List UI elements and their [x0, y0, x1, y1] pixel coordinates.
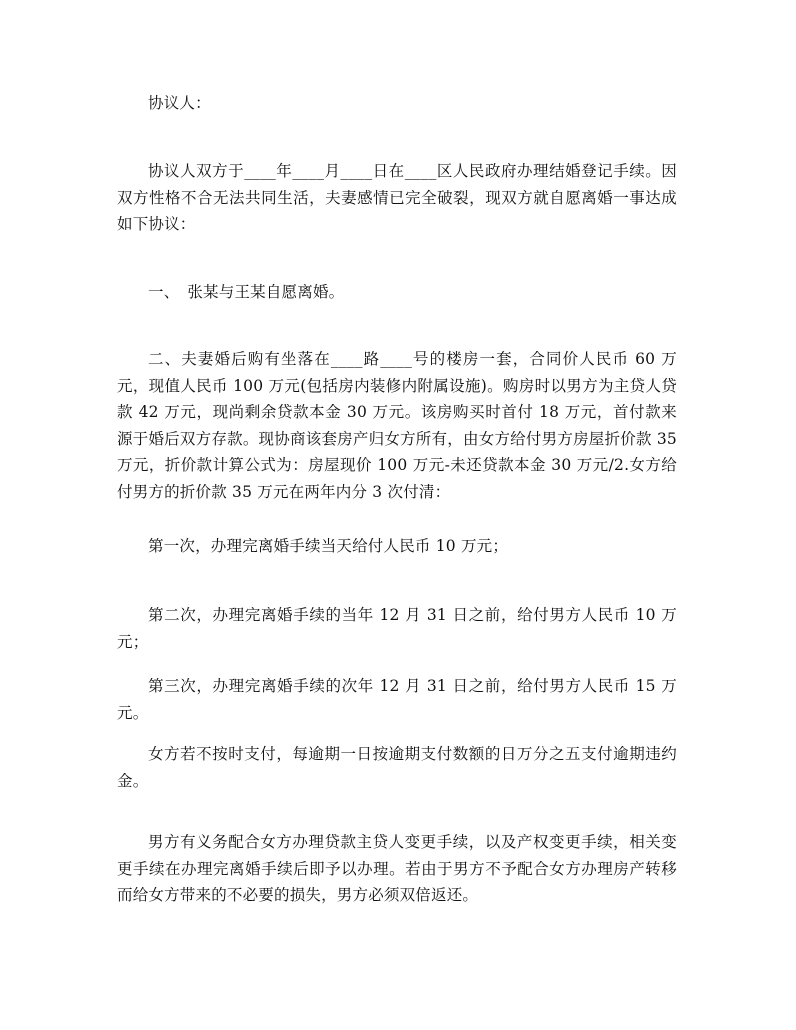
clause-2-paragraph: 二、夫妻婚后购有坐落在____路____号的楼房一套，合同价人民币 60 万元，现值人民币 100 万元(包括房内装修内附属设施)。购房时以男方为主贷人贷款 42 万元，现尚剩余贷款本金 30 万元。该房购买时首付 18 万元，首付款来源于婚后双方存款。现协商该套房产归女方所有，由女方给付男方房屋折价款 35 万元，折价款计算公式为：房屋现价 100 万元-未还贷款本金 30 万元/2.女方给付男方的折价款 35 万元在两年内分 3 次付清：: [117, 350, 677, 501]
transfer-obligation-paragraph: 男方有义务配合女方办理贷款主贷人变更手续，以及产权变更手续，相关变更手续在办理完离婚手续后即予以办理。若由于男方不予配合女方办理房产转移而给女方带来的不必要的损失，男方必须双倍返还。: [117, 833, 677, 904]
preamble-paragraph: 协议人双方于____年____月____日在____区人民政府办理结婚登记手续。因双方性格不合无法共同生活，夫妻感情已完全破裂，现双方就自愿离婚一事达成如下协议：: [117, 162, 677, 233]
clause-1-paragraph: 一、 张某与王某自愿离婚。: [148, 283, 345, 301]
payment-2-paragraph: 第二次，办理完离婚手续的当年 12 月 31 日之前，给付男方人民币 10 万元；: [117, 606, 677, 651]
parties-heading: 协议人：: [148, 94, 211, 112]
payment-3-paragraph: 第三次，办理完离婚手续的次年 12 月 31 日之前，给付男方人民币 15 万元。: [117, 677, 677, 722]
late-penalty-paragraph: 女方若不按时支付，每逾期一日按逾期支付数额的日万分之五支付逾期违约金。: [117, 745, 677, 790]
payment-1-paragraph: 第一次，办理完离婚手续当天给付人民币 10 万元；: [148, 537, 509, 555]
